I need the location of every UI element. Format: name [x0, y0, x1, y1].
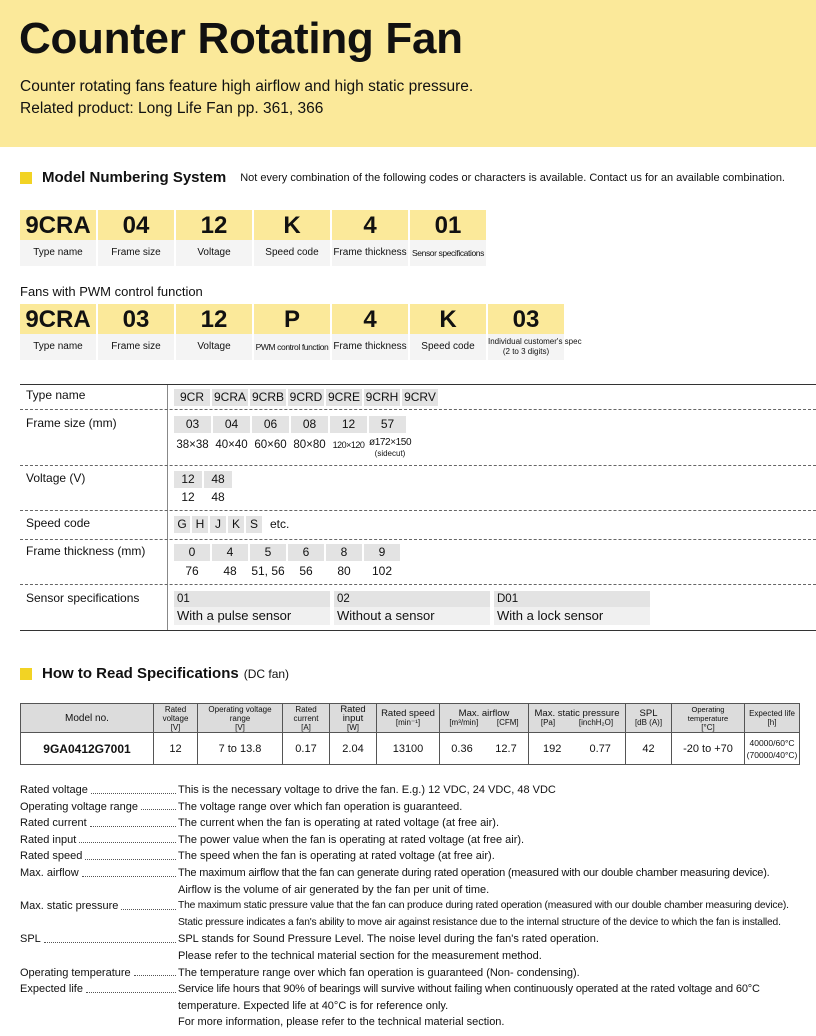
page-title: Counter Rotating Fan: [19, 14, 463, 63]
code-box: 12 Voltage: [176, 304, 252, 360]
definition-item: Expected life Service life hours that 90% of bearings will survive without failing when continuously operated at the rated voltage and 60°C: [20, 983, 760, 996]
definition-item: Max. static pressure The maximum static pressure value that the fan can produce during rated operation (measured with our double chamber measuring device).: [20, 900, 789, 913]
definitions-list: [20, 782, 816, 1031]
code-box: 03 Frame size: [98, 304, 174, 360]
code-box: K Speed code: [410, 304, 486, 360]
section-square-icon: [20, 668, 32, 680]
definition-item: Rated voltage This is the necessary voltage to drive the fan. E.g.) 12 VDC, 24 VDC, 48 VDC: [20, 784, 556, 796]
row-label: Frame thickness (mm): [26, 544, 146, 558]
definition-item: Max. airflow The maximum airflow that the fan can generate during rated operation (measured with our double chamber measuring device).: [20, 866, 770, 879]
header-description: Counter rotating fans feature high airflow and high static pressure.: [20, 78, 474, 95]
code-box: 01 Sensor specifications: [410, 210, 486, 266]
sensor-option: D01 With a lock sensor: [494, 591, 650, 625]
spec-table: [20, 703, 800, 765]
code-box: 9CRA Type name: [20, 304, 96, 360]
code-box: 12 Voltage: [176, 210, 252, 266]
row-label: Sensor specifications: [26, 591, 140, 605]
sensor-option: 02 Without a sensor: [334, 591, 490, 625]
standard-model-code: [20, 210, 486, 266]
definition-continuation: Please refer to the technical material section for the measurement method.: [178, 949, 542, 962]
row-frame-thickness: Frame thickness (mm) 0 4 5 6 8 9 76 48 51, 56 56 80 102: [20, 540, 816, 585]
definition-continuation: Airflow is the volume of air generated by the fan per unit of time.: [178, 883, 490, 896]
spec-header-row: Model no. Rated voltage [V] Operating voltage range [V] Rated current [A] Rated input [W] Rated speed [min⁻¹] Max. airflow [m³/min] [CFM] Max. static pressure [Pa] [inchH₂O] SPL [dB (A)] Operating temperature [°C] Expected life [h]: [21, 704, 800, 733]
code-box: P PWM control function: [254, 304, 330, 360]
how-to-read-heading: [20, 665, 289, 682]
definition-item: Operating temperature The temperature range over which fan operation is guaranteed (Non- condensing).: [20, 966, 580, 979]
row-type-name: Type name 9CR 9CRA 9CRB 9CRD 9CRE 9CRH 9CRV: [20, 384, 816, 410]
header-related-product: Related product: Long Life Fan pp. 361, 366: [20, 100, 324, 117]
definition-continuation: Static pressure indicates a fan's ability to move air against resistance due to the internal structure of the device to which the fan is installed.: [178, 916, 781, 928]
code-box: 4 Frame thickness: [332, 304, 408, 360]
definition-item: Operating voltage range The voltage range over which fan operation is guaranteed.: [20, 800, 463, 813]
row-voltage: Voltage (V) 12 48 12 48: [20, 466, 816, 511]
definition-continuation: temperature. Expected life at 40°C is for reference only.: [178, 999, 449, 1012]
code-box: 4 Frame thickness: [332, 210, 408, 266]
model-numbering-note: Not every combination of the following codes or characters is available. Contact us for an available combination.: [240, 171, 785, 184]
definition-item: SPL SPL stands for Sound Pressure Level. The noise level during the fan's rated operation.: [20, 933, 599, 946]
sensor-option: 01 With a pulse sensor: [174, 591, 330, 625]
pwm-model-code: [20, 304, 582, 360]
how-to-read-subtitle: (DC fan): [243, 666, 290, 681]
row-label: Voltage (V): [26, 471, 86, 485]
definition-continuation: For more information, please refer to the technical material section.: [178, 1016, 505, 1029]
spec-value-row: 9GA0412G7001 12 7 to 13.8 0.17 2.04 13100 0.36 12.7 192 0.77 42 -20 to +70 40000/60°C (70000/40°C): [21, 733, 800, 765]
row-frame-size: Frame size (mm) 03 04 06 08 12 57 38×38 40×40 60×60 80×80 120×120 ø172×150 (sidecut): [20, 409, 816, 466]
pwm-section-label: Fans with PWM control function: [20, 284, 203, 299]
definition-item: Rated speed The speed when the fan is operating at rated voltage (at free air).: [20, 850, 495, 863]
model-numbering-heading: [20, 169, 785, 186]
row-label: Type name: [26, 388, 86, 402]
header-banner: [0, 0, 816, 147]
code-box: 04 Frame size: [98, 210, 174, 266]
code-box: 03 Individual customer's spec (2 to 3 digits): [488, 304, 564, 360]
row-sensor: [20, 585, 816, 631]
how-to-read-title: How to Read Specifications: [42, 665, 239, 682]
section-square-icon: [20, 172, 32, 184]
definition-item: Rated current The current when the fan is operating at rated voltage (at free air).: [20, 817, 500, 830]
row-label: Frame size (mm): [26, 416, 117, 430]
row-speed-code: Speed code G H J K S etc.: [20, 511, 816, 540]
code-box: K Speed code: [254, 210, 330, 266]
row-label: Speed code: [26, 516, 91, 530]
definition-item: Rated input The power value when the fan is operating at rated voltage (at free air).: [20, 833, 525, 846]
code-box: 9CRA Type name: [20, 210, 96, 266]
model-numbering-title: Model Numbering System: [42, 169, 227, 186]
